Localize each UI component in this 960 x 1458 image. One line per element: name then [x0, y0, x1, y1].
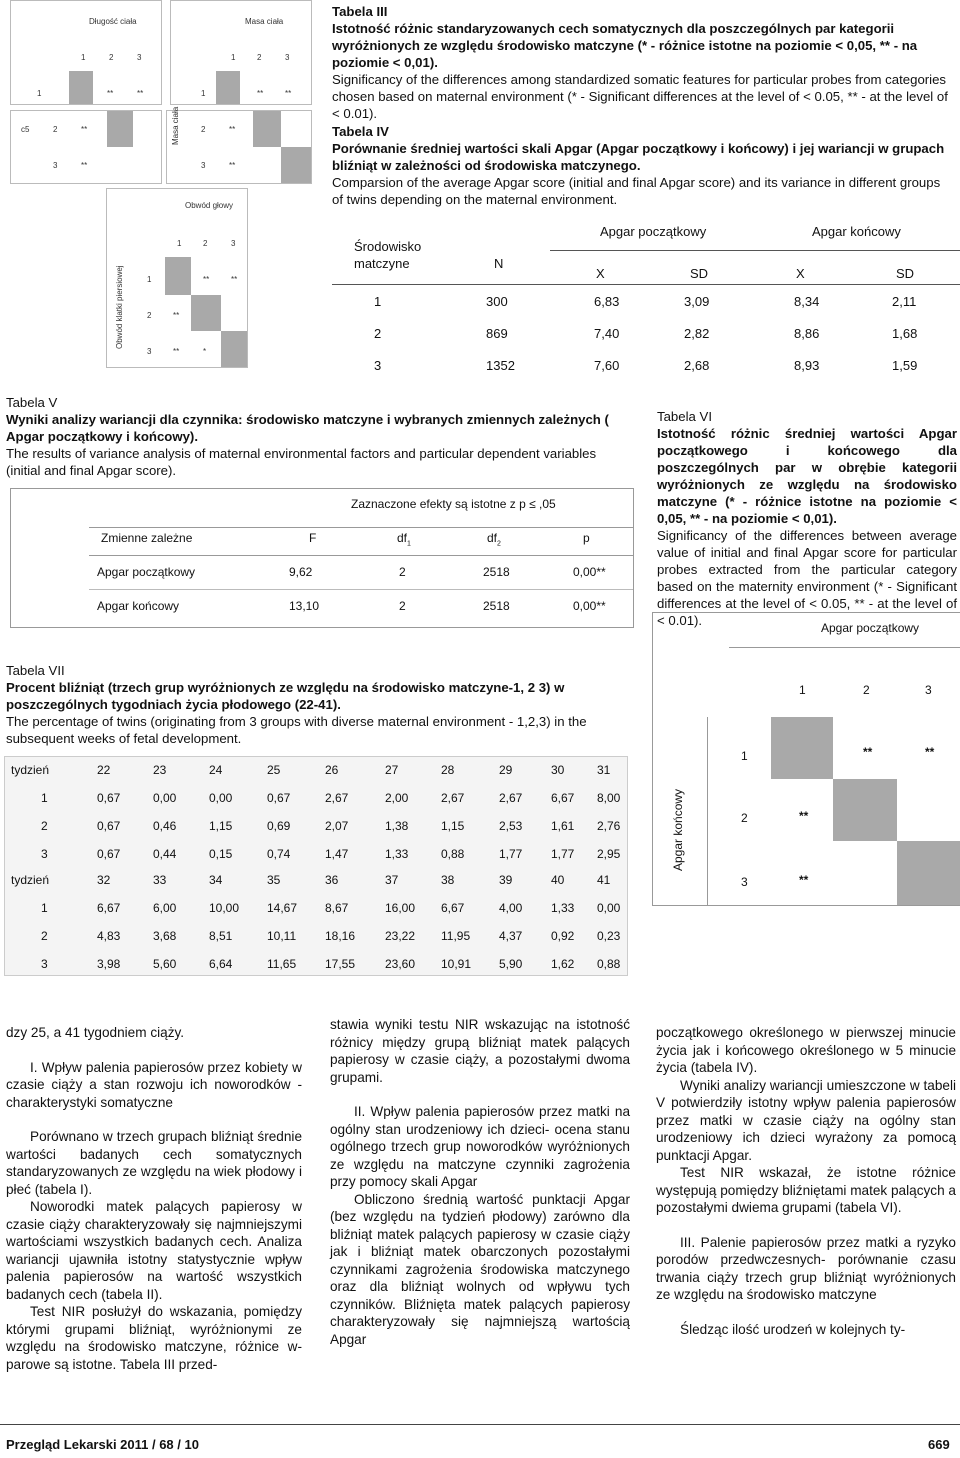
tab7-cell: 0,67	[97, 791, 121, 805]
tab7-header-cell: 31	[597, 763, 611, 777]
paragraph: Test NIR wskazał, że istotne różnice występują pomiędzy bliźniętami matek palących a pozostałymi dwiema grupami (tabela VI).	[656, 1165, 956, 1215]
row-label: 1	[147, 275, 152, 284]
tab7-cell: 1,77	[499, 847, 523, 861]
tab7-cell: 8,67	[325, 901, 349, 915]
sig-mark: **	[81, 161, 88, 170]
tab4-divider	[550, 250, 960, 251]
tab6-title-en: Significancy of the differences between average value of initial and final Apgar score for particular probes extracted from the particular category based on the maternity environment (* - Significant differences at the level of < 0.05, ** - at the level of < 0.01).	[657, 528, 957, 628]
tab7-cell: 5,90	[499, 957, 523, 971]
tab3-panel-left-rows	[10, 110, 162, 184]
tab5-cell: 13,10	[289, 599, 320, 613]
paragraph: dzy 25, a 41 tygodniem ciąży.	[6, 1025, 185, 1040]
sig-mark: **	[229, 161, 236, 170]
row-label: 1	[37, 89, 42, 98]
tab7-cell: 3,68	[153, 929, 177, 943]
tab3-panel-masa	[170, 0, 312, 105]
tab7-header-cell: tydzień	[11, 873, 50, 887]
tab3-panel-glowa	[106, 188, 248, 368]
tab7-cell: 18,16	[325, 929, 356, 943]
row-label: 3	[53, 161, 58, 170]
sig-mark: **	[173, 347, 180, 356]
tab4-cell: 7,40	[594, 326, 620, 341]
tab4-cell: 300	[486, 294, 508, 309]
paragraph: Porównano w trzech grupach bliźniąt średnie wartości badanych cech somatycznych standaryzowanych ze względu na wiek płodowy i płeć (tabela I).	[6, 1129, 302, 1197]
tab7-header-cell: 30	[551, 763, 565, 777]
tab7-caption	[6, 662, 636, 747]
df-label: df	[397, 531, 408, 545]
tab4-header-ap: Apgar początkowy	[600, 224, 707, 239]
row-label: c5	[21, 125, 30, 134]
vertical-label: Obwód klatki piersiowej	[115, 265, 124, 349]
tab4-cell: 1352	[486, 358, 515, 373]
tab7-header-cell: 38	[441, 873, 455, 887]
tab4-caption	[332, 123, 954, 208]
tab3-panel-dlugosc	[10, 0, 162, 105]
tab4-header-x1: X	[596, 266, 605, 281]
body-column-3	[656, 1024, 956, 1338]
tab7-header-cell: 39	[499, 873, 513, 887]
tab5-divider	[89, 527, 633, 528]
tab7-cell: 8,00	[597, 791, 621, 805]
diag-cell	[69, 71, 93, 104]
row-label: 2	[201, 125, 206, 134]
footer-page: 669	[928, 1437, 950, 1452]
tab3-title-pl: Istotność różnic standaryzowanych cech somatycznych dla poszczególnych par kategorii wyróżnionych ze względu środowisko matczyne (* - różnice istotne na poziomie < 0,05, ** - na poziomie < 0,01).	[332, 21, 918, 70]
tab4-cell: 8,93	[794, 358, 820, 373]
df-sub: 1	[407, 540, 411, 548]
tab7-cell: 0,88	[597, 957, 621, 971]
body-column-1	[6, 1024, 302, 1373]
tab4-cell: 1	[374, 294, 382, 309]
tab6-row-2: 2	[741, 811, 748, 825]
tab4-title-pl: Porównanie średniej wartości skali Apgar (Apgar początkowy i końcowy) i jej wariancji w grupach bliźniąt w zależności od środowiska matczynego.	[332, 141, 945, 173]
panel-title: Długość ciała	[89, 17, 137, 26]
tab7-cell: 16,00	[385, 901, 416, 915]
tab4-cell: 2,11	[892, 294, 917, 309]
tab7-cell: 6,64	[209, 957, 233, 971]
tab7-cell: 10,00	[209, 901, 240, 915]
diag-cell	[281, 147, 311, 183]
sig-mark: **	[799, 873, 809, 887]
tab4-cell: 1,68	[892, 326, 918, 341]
tab7-cell: 2,95	[597, 847, 621, 861]
tab7-cell: 2,67	[441, 791, 465, 805]
tab6-col-3: 3	[925, 683, 932, 697]
tab5-divider	[89, 555, 633, 556]
tab7-cell: 0,44	[153, 847, 177, 861]
paragraph: Śledząc ilość urodzeń w kolejnych ty-	[680, 1321, 906, 1337]
tab7-header-cell: 37	[385, 873, 399, 887]
tab6-col-1: 1	[799, 683, 806, 697]
tab7-cell: 3,98	[97, 957, 121, 971]
tab7-cell: 5,60	[153, 957, 177, 971]
tab7-header-cell: 40	[551, 873, 565, 887]
tab7-cell: 0,23	[597, 929, 621, 943]
tab7-header-cell: 32	[97, 873, 111, 887]
tab4-header-sd2: SD	[896, 266, 915, 281]
tab5-cell: 2	[399, 565, 406, 579]
tab3-panel-masa-rows	[166, 106, 312, 184]
row-label: 3	[147, 347, 152, 356]
col-label: 2	[203, 239, 208, 248]
tab7-cell: 0,88	[441, 847, 465, 861]
tab7-cell: 17,55	[325, 957, 356, 971]
tab7-cell: 1,77	[551, 847, 575, 861]
sig-mark: **	[137, 89, 144, 98]
col-label: 2	[109, 53, 114, 62]
tab4-cell: 7,60	[594, 358, 620, 373]
tab5-title-en: The results of variance analysis of maternal environmental factors and particular dependent variables (initial and final Apgar score).	[6, 446, 597, 478]
diag-cell	[253, 111, 281, 147]
col-label: 3	[137, 53, 142, 62]
tab5-caption	[6, 394, 634, 479]
tab6-col-2: 2	[863, 683, 870, 697]
sig-mark: *	[203, 347, 207, 356]
col-label: 3	[231, 239, 236, 248]
paragraph: stawia wyniki testu NIR wskazując na istotność różnicy między grupą bliźniąt matek palących papierosy w czasie ciąży, a pozostałymi dwoma grupami.	[330, 1017, 630, 1085]
tab4-header-env: Środowisko matczyne	[354, 239, 422, 271]
diag-cell	[833, 779, 897, 841]
tab5-header-df1	[397, 531, 411, 547]
tab7-title-en: The percentage of twins (originating from 3 groups with diverse maternal environment - 1,2,3) in the subsequent weeks of fetal development.	[6, 714, 587, 746]
tab7-cell: 1	[41, 791, 48, 805]
tab7-cell: 1,62	[551, 957, 575, 971]
sig-mark: **	[229, 125, 236, 134]
tab7-table	[4, 756, 628, 976]
tab4-cell: 6,83	[594, 294, 620, 309]
tab3-title: Tabela III	[332, 4, 388, 19]
tab7-cell: 1,33	[551, 901, 575, 915]
panel-title: Obwód głowy	[185, 201, 234, 210]
panel-title: Masa ciała	[245, 17, 284, 26]
tab7-cell: 23,60	[385, 957, 416, 971]
footer-journal: Przegląd Lekarski 2011 / 68 / 10	[6, 1437, 199, 1452]
tab7-cell: 1,47	[325, 847, 349, 861]
row-label: 3	[201, 161, 206, 170]
tab7-cell: 0,92	[551, 929, 575, 943]
tab7-header-cell: 25	[267, 763, 281, 777]
sig-mark: **	[81, 125, 88, 134]
sig-mark: **	[799, 809, 809, 823]
tab7-cell: 6,00	[153, 901, 177, 915]
tab7-cell: 11,95	[441, 929, 471, 943]
tab7-cell: 2,76	[597, 819, 621, 833]
sig-mark: **	[231, 275, 238, 284]
body-column-2	[330, 1016, 630, 1348]
paragraph: Wyniki analizy wariancji umieszczone w tabeli V potwierdziły istotny wpływ palenia papierosów przez matki w czasie ciąży na ogólny stan urodzeniowy ich dzieci wyrażony za pomocą punktacji Apgar.	[656, 1077, 956, 1163]
tab4-title: Tabela IV	[332, 124, 389, 139]
df-label: df	[487, 531, 498, 545]
tab5-cell: 0,00**	[573, 565, 606, 579]
tab4-cell: 3	[374, 358, 382, 373]
tab7-cell: 2,07	[325, 819, 349, 833]
tab7-header-cell: 24	[209, 763, 223, 777]
tab7-cell: 10,11	[267, 929, 297, 943]
paragraph: Obliczono średnią wartość punktacji Apgar (bez względu na tydzień płodowy) zarówno dla bliźniąt matek palących papierosy w czasie ciąży jak i bliźniąt matek obarczonych pozostałymi czynnikami zagrożenia środowiska matczynego oraz dla bliźniąt wolnych od wpływu tych czynników. Bliźnięta matek palących papierosy charakteryzowały się najmniejszą wartością Apgar	[330, 1191, 630, 1347]
diag-cell	[216, 71, 240, 104]
tab6-divider	[729, 647, 960, 648]
tab4-header-x2: X	[796, 266, 805, 281]
tab7-header-cell: 35	[267, 873, 281, 887]
tab5-cell: Apgar końcowy	[97, 599, 180, 613]
tab7-cell: 0,67	[97, 847, 121, 861]
paragraph: III. Palenie papierosów przez matki a ryzyko porodów przedwczesnych- porównanie czasu trwania ciąży trzech grup bliźniąt wyróżnionych ze względu na środowisko matczyne	[656, 1234, 956, 1302]
tab7-cell: 0,74	[267, 847, 291, 861]
tab7-cell: 10,91	[441, 957, 472, 971]
tab7-cell: 2	[41, 929, 48, 943]
tab5-header-p: p	[583, 531, 590, 545]
tab7-cell: 0,00	[153, 791, 177, 805]
diag-cell	[165, 257, 191, 295]
tab5-cell: 2518	[483, 599, 510, 613]
tab7-cell: 4,37	[499, 929, 523, 943]
paragraph: I. Wpływ palenia papierosów przez kobiety w czasie ciąży a stan rozwoju ich noworodków - charakterystyki somatyczne	[6, 1059, 302, 1110]
tab7-cell: 2,67	[325, 791, 349, 805]
tab7-cell: 1,61	[551, 819, 575, 833]
tab6-title-pl: Istotność różnic średniej wartości Apgar początkowego i końcowego dla poszczególnych par w obrębie kategorii wyróżnionych ze względu na środowisko matczyne (* - różnice istotne na poziomie < 0,05, ** - na poziomie < 0,01).	[657, 426, 957, 526]
tab5-note: Zaznaczone efekty są istotne z p ≤ ,05	[351, 497, 556, 511]
tab7-header-cell: 34	[209, 873, 223, 887]
tab4-cell: 869	[486, 326, 508, 341]
tab6-table	[652, 612, 960, 906]
tab3-title-en: Significancy of the differences among standardized somatic features for particular probes from categories chosen based on maternal environment (* - Significant differences at the level of < 0.05, ** - at the level of < 0.01).	[332, 72, 948, 121]
tab5-title-pl: Wyniki analizy wariancji dla czynnika: środowisko matczyne i wybranych zmiennych zależnych ( Apgar początkowy i końcowy).	[6, 412, 609, 444]
tab4-cell: 3,09	[684, 294, 710, 309]
tab5-cell: 0,00**	[573, 599, 606, 613]
tab7-cell: 23,22	[385, 929, 416, 943]
tab7-cell: 2,53	[499, 819, 523, 833]
paragraph: II. Wpływ palenia papierosów przez matki na ogólny stan urodzeniowy ich dzieci- ocena stanu ogólnego trzech grup noworodków wyróżnionych ze względu na matczyne czynniki zagrożenia przy pomocy skali Apgar	[330, 1104, 630, 1189]
tab7-cell: 1,38	[385, 819, 409, 833]
diag-cell	[221, 331, 247, 367]
tab7-header-cell: 27	[385, 763, 399, 777]
tab7-title: Tabela VII	[6, 663, 65, 678]
tab7-cell: 1,15	[441, 819, 465, 833]
tab7-cell: 11,65	[267, 957, 297, 971]
diag-cell	[771, 717, 833, 779]
col-label: 1	[81, 53, 86, 62]
sig-mark: **	[107, 89, 114, 98]
tab7-header-cell: 23	[153, 763, 167, 777]
tab4-header-n: N	[494, 256, 504, 271]
tab7-header-cell: 22	[97, 763, 111, 777]
tab7-cell: 6,67	[97, 901, 121, 915]
tab7-header-cell: 28	[441, 763, 455, 777]
sig-mark: **	[203, 275, 210, 284]
tab7-cell: 0,69	[267, 819, 291, 833]
row-label: 2	[53, 125, 58, 134]
vertical-label: Masa ciała	[171, 106, 180, 145]
tab7-cell: 4,83	[97, 929, 121, 943]
paragraph: Noworodki matek palących papierosy w czasie ciąży charakteryzowały się najmniejszymi wartościami wszystkich badanych cech. Analiza wariancji ujawniła istotny statystycznie wpływ palenia papierosów na wartość wszystkich badanych cech (tabela II).	[6, 1199, 302, 1302]
tab4-cell: 8,34	[794, 294, 820, 309]
tab4-cell: 2,68	[684, 358, 710, 373]
tab7-cell: 3	[41, 847, 48, 861]
paragraph: początkowego określonego w pierwszej minucie życia jak i końcowego określonego w 5 minucie życia (tabela IV).	[656, 1025, 956, 1075]
tab5-cell: 2	[399, 599, 406, 613]
tab5-header-df2	[487, 531, 501, 547]
diag-cell	[107, 111, 133, 147]
tab6-divider	[707, 717, 708, 905]
tab5-title: Tabela V	[6, 395, 58, 410]
tab7-cell: 2	[41, 819, 48, 833]
col-label: 3	[285, 53, 290, 62]
tab3-caption	[332, 3, 954, 122]
tab6-caption	[657, 408, 957, 629]
tab7-cell: 1,15	[209, 819, 233, 833]
tab6-title: Tabela VI	[657, 409, 712, 424]
tab7-cell: 1,33	[385, 847, 409, 861]
tab7-cell: 3	[41, 957, 48, 971]
tab7-cell: 4,00	[499, 901, 523, 915]
col-label: 1	[177, 239, 182, 248]
tab4-title-en: Comparsion of the average Apgar score (initial and final Apgar score) and its variance in different groups of twins depending on the maternal environment.	[332, 175, 941, 207]
tab6-row-3: 3	[741, 875, 748, 889]
tab7-cell: 14,67	[267, 901, 298, 915]
tab7-header-cell: 36	[325, 873, 339, 887]
sig-mark: **	[925, 745, 935, 759]
tab7-cell: 0,67	[267, 791, 291, 805]
diag-cell	[897, 841, 960, 905]
tab4-cell: 1,59	[892, 358, 918, 373]
tab7-header-cell: 33	[153, 873, 167, 887]
tab7-cell: 6,67	[441, 901, 465, 915]
tab4-header-sd1: SD	[690, 266, 709, 281]
tab5-table	[10, 488, 634, 628]
row-label: 1	[201, 89, 206, 98]
df-sub: 2	[497, 540, 501, 548]
tab4-table	[332, 218, 960, 380]
tab5-cell: 9,62	[289, 565, 313, 579]
tab7-cell: 0,00	[209, 791, 233, 805]
tab7-title-pl: Procent bliźniąt (trzech grup wyróżnionych ze względu na środowisko matczyne-1, 2 3) w poszczególnych tygodniach życia płodowego (22-41).	[6, 680, 565, 712]
tab5-divider	[89, 589, 633, 590]
tab5-header-var: Zmienne zależne	[101, 531, 193, 545]
tab4-divider	[332, 284, 960, 285]
row-label: 2	[147, 311, 152, 320]
sig-mark: **	[285, 89, 292, 98]
tab7-cell: 6,67	[551, 791, 575, 805]
tab7-cell: 0,00	[597, 901, 621, 915]
tab7-cell: 0,46	[153, 819, 177, 833]
tab7-cell: 1	[41, 901, 48, 915]
sig-mark: **	[863, 745, 873, 759]
sig-mark: **	[257, 89, 264, 98]
tab5-cell: Apgar początkowy	[97, 565, 196, 579]
tab7-header-cell: 26	[325, 763, 339, 777]
tab6-row-1: 1	[741, 749, 748, 763]
tab6-top-label: Apgar początkowy	[821, 621, 920, 635]
tab7-header-cell: 29	[499, 763, 513, 777]
sig-mark: **	[173, 311, 180, 320]
tab7-cell: 2,67	[499, 791, 523, 805]
tab7-header-cell: 41	[597, 873, 611, 887]
col-label: 2	[257, 53, 262, 62]
tab6-side-label: Apgar końcowy	[671, 788, 685, 871]
tab4-cell: 8,86	[794, 326, 820, 341]
tab7-cell: 0,15	[209, 847, 233, 861]
footer-rule	[0, 1424, 960, 1425]
tab4-cell: 2,82	[684, 326, 710, 341]
tab7-cell: 8,51	[209, 929, 233, 943]
tab5-cell: 2518	[483, 565, 510, 579]
tab7-header-cell: tydzień	[11, 763, 50, 777]
tab4-header-ak: Apgar końcowy	[812, 224, 901, 239]
tab7-cell: 0,67	[97, 819, 121, 833]
tab4-cell: 2	[374, 326, 382, 341]
col-label: 1	[231, 53, 236, 62]
tab7-cell: 2,00	[385, 791, 409, 805]
tab5-header-f: F	[309, 531, 317, 545]
paragraph: Test NIR posłużył do wskazania, pomiędzy którymi grupami bliźniąt, wyróżnionymi ze względu na środowisko matczyne, różnice w-parowe są istotne. Tabela III przed-	[6, 1304, 302, 1372]
diag-cell	[191, 295, 221, 331]
